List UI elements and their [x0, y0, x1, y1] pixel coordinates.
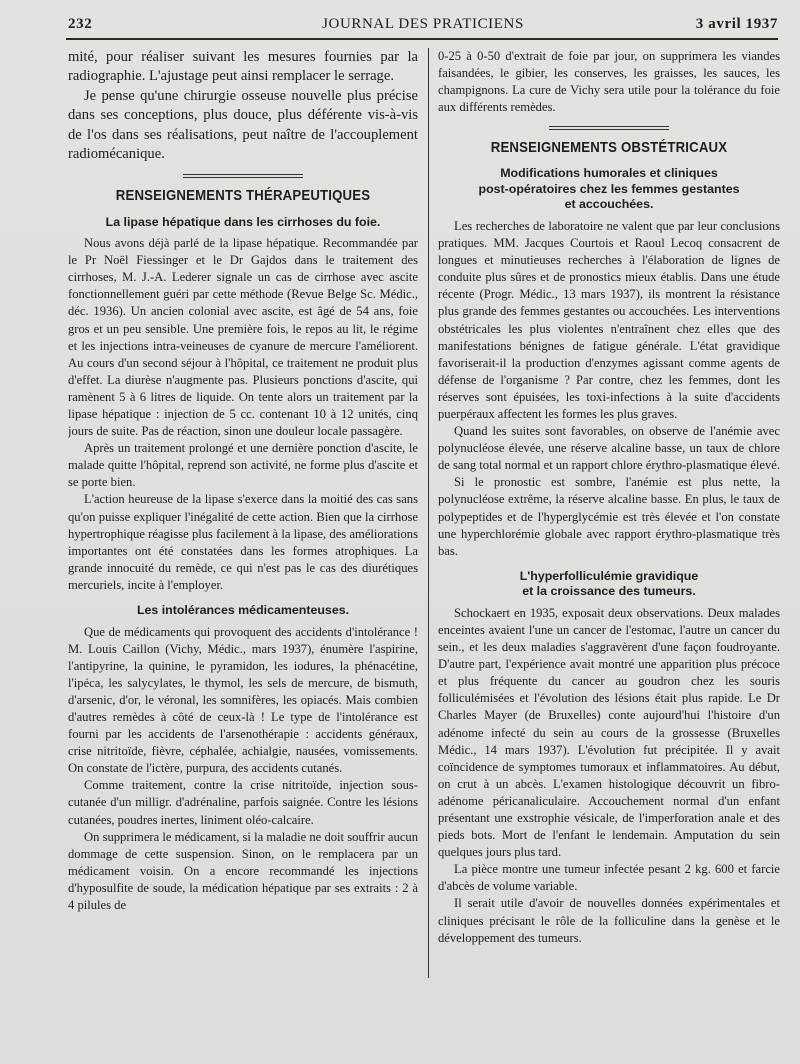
right-column	[438, 48, 780, 988]
title-line: post-opératoires chez les femmes gestantes	[478, 181, 740, 196]
article-paragraph: Après un traitement prolongé et une dernière ponction d'ascite, le malade quitte l'hôpital, reprend son activité, ne forme plus d'ascite et se porte bien.	[68, 441, 418, 490]
article-paragraph: L'action heureuse de la lipase s'exerce dans la moitié des cas sans qu'on puisse expliquer l'inégalité de cette action. Bien que la cirrhose hypertrophique réagisse plus facilement à la lipase, des améliorations importantes ont été constatées dans les formes atrophiques. La grande innocuité du remède, ce qui n'est pas le cas des diurétiques mercuriels, incite à l'employer.	[68, 492, 418, 592]
article-title-intolerances: Les intolérances médicamenteuses.	[136, 603, 350, 617]
article-title-modifications	[438, 166, 780, 213]
continuation-paragraph: 0-25 à 0-50 d'extrait de foie par jour, on supprimera les viandes faisandées, le gibier, les conserves, les graisses, les sauces, les champignons. La cure de Vichy sera utile pour la tolérance du foie aux différents remèdes.	[438, 49, 780, 115]
title-line: et la croissance des tumeurs.	[522, 584, 696, 599]
article-paragraph: Quand les suites sont favorables, on observe de l'anémie avec polynucléose élevée, une réserve alcaline basse, un taux de chlore de sang total normal et un rapport chlore érythro-plasmatique élevé.	[438, 424, 780, 473]
article-paragraph: Comme traitement, contre la crise nitritoïde, injection sous-cutanée d'un milligr. d'adrénaline, parfois saignée. Contre les lésions cutanées, poudres inertes, liniment oléo-calcaire.	[68, 778, 418, 827]
article-paragraph: Si le pronostic est sombre, l'anémie est plus nette, la polynucléose extrême, la réserve alcaline basse. En plus, le taux de polypeptides et de l'hyperglycémie est très élevée et l'on constate une hyperchlorémie globale avec rapport érythro-plasmatique très bas.	[438, 475, 780, 558]
column-divider	[428, 48, 429, 978]
article-paragraph: La pièce montre une tumeur infectée pesant 2 kg. 600 et farcie d'abcès de volume variable.	[438, 862, 780, 894]
article-paragraph: Schockaert en 1935, exposait deux observations. Deux malades enceintes avaient l'une un cancer de l'estomac, l'autre un cancer du sein., et les deux maladies s'aggravèrent d'une façon foudroyante. D'autre part, l'expérience avait montré une apparition plus précoce et plus fréquente du cancer au goudron chez les souris folliculémisées et l'évolution des lésions était plus rapide. Le Dr Charles Mayer (de Bruxelles) conte aujourd'hui l'histoire d'un adénome infecté du sein au cours de la grossesse (Bruxelles Médic., 14 mars 1937). L'évolution fut précipitée. Il y avait coïncidence de symptomes tumoraux et inflammatoires. Au début, on crut à un abcès. L'examen histologique découvrit un fibro-adénome péricanaliculaire. Accouchement normal d'un enfant présentant une exstrophie vésicale, de l'imperforation anale et des pieds bots. Mort de l'enfant le lendemain. Amputation du sein quelques jours plus tard.	[438, 605, 780, 860]
article-title-lipase: La lipase hépatique dans les cirrhoses du foie.	[105, 214, 381, 229]
intro-paragraph: Je pense qu'une chirurgie osseuse nouvelle plus précise dans ses conceptions, plus douce, plus déférente vis-à-vis de l'os dans ses réalisations, peut naître de l'accouplement radiomécanique.	[68, 87, 418, 163]
title-line: Modifications humorales et cliniques	[500, 166, 718, 181]
article-paragraph: Les recherches de laboratoire ne valent que par leur conclusions pratiques. MM. Jacques Courtois et Raoul Lecoq consacrent de longues et minutieuses recherches à l'élaboration de lignes de conduite plus sûres et de pronostics mieux établis. Dans une étude récente (Progr. Médic., 13 mars 1937), ils montrent la résistance plus grande des femmes gestantes ou accouchées. Les interventions obstétricales les plus violentes n'entraînent chez elles que des manifestations bénignes de fatigue générale. L'état gravidique favoriserait-il la production d'enzymes agissant comme agents de défense de l'organisme ? Par contre, chez les femmes, dont les réserves sont épuisées, les toxi-infections à la suite d'accidents puerpéraux affectent les formes les plus graves.	[438, 218, 780, 421]
running-head	[68, 12, 778, 40]
page-number: 232	[68, 16, 93, 32]
separator	[68, 174, 418, 178]
left-column	[68, 48, 418, 988]
article-paragraph: Il serait utile d'avoir de nouvelles données expérimentales et cliniques précisant le rôle de la folliculine dans la genèse et le développement des tumeurs.	[438, 896, 780, 945]
section-title-therapeutiques: RENSEIGNEMENTS THÉRAPEUTIQUES	[115, 187, 371, 205]
intro-paragraph: mité, pour réaliser suivant les mesures fournies par la radiographie. L'ajustage peut ainsi remplacer le serrage.	[68, 49, 418, 85]
title-line: L'hyperfolliculémie gravidique	[519, 568, 699, 583]
article-paragraph: Que de médicaments qui provoquent des accidents d'intolérance ! M. Louis Caillon (Vichy, Médic., mars 1937), énumère l'aspirine, l'antipyrine, la quinine, le pyramidon, les iodures, la phénacétine, l'ipéca, les salycylates, le thymol, les sels de mercure, de bismuth, d'arsenic, d'or, le véronal, les somnifères, les opiacés. Mais combien d'autres remèdes à côté de ceux-là ! Le type de l'intolérance est fourni par les accidents de l'arsenothérapie : accidents généraux, crise nitritoïde, fièvre, céphalée, achialgie, nausées, vomissements. On constate de l'ictère, purpura, des accidents cutanés.	[68, 624, 418, 776]
intro-block	[68, 48, 418, 164]
title-line: et accouchées.	[564, 197, 654, 212]
separator	[438, 126, 780, 130]
article-paragraph: Nous avons déjà parlé de la lipase hépatique. Recommandée par le Pr Noël Fiessinger et le Dr Gajdos dans le traitement des cirrhoses, M. J.-A. Lederer signale un cas de cirrhose avec ascite fonctionnellement guéri par cette méthode (Revue Belge Sc. Médic., déc. 1936). Un ancien colonial avec ascite, est âgé de 54 ans, foie gros et un peu sensible. Une première fois, le repos au lit, le régime et les injections intra-veineuses de cyanure de mercure l'améliorent. Au cours d'un second séjour à l'hôpital, ce traitement ne produit plus d'effet. La diurèse n'augmente pas. Plusieurs ponctions d'ascite, qui ramènent 5 à 6 litres de liquide. On tente alors un traitement par la lipase hépatique : injection de 5 cc. contenant 10 à 12 unités, cinq jours de suite. Pas de réaction, sinon une douleur locale passagère.	[68, 236, 418, 439]
article-paragraph: On supprimera le médicament, si la maladie ne doit souffrir aucun dommage de cette suspension. Sinon, on le remplacera par un médicament voisin. On a encore recommandé les injections d'hyposulfite de soude, la médication hépatique par ses extraits : 2 à 4 pilules de	[68, 829, 418, 912]
issue-date: 3 avril 1937	[695, 16, 778, 32]
article-title-hyperfolliculemie	[438, 569, 780, 600]
section-title-obstetricaux: RENSEIGNEMENTS OBSTÉTRICAUX	[490, 139, 728, 157]
journal-title: JOURNAL DES PRATICIENS	[322, 16, 524, 32]
header-rule	[66, 38, 778, 40]
blank-page-bottom	[0, 984, 800, 1064]
